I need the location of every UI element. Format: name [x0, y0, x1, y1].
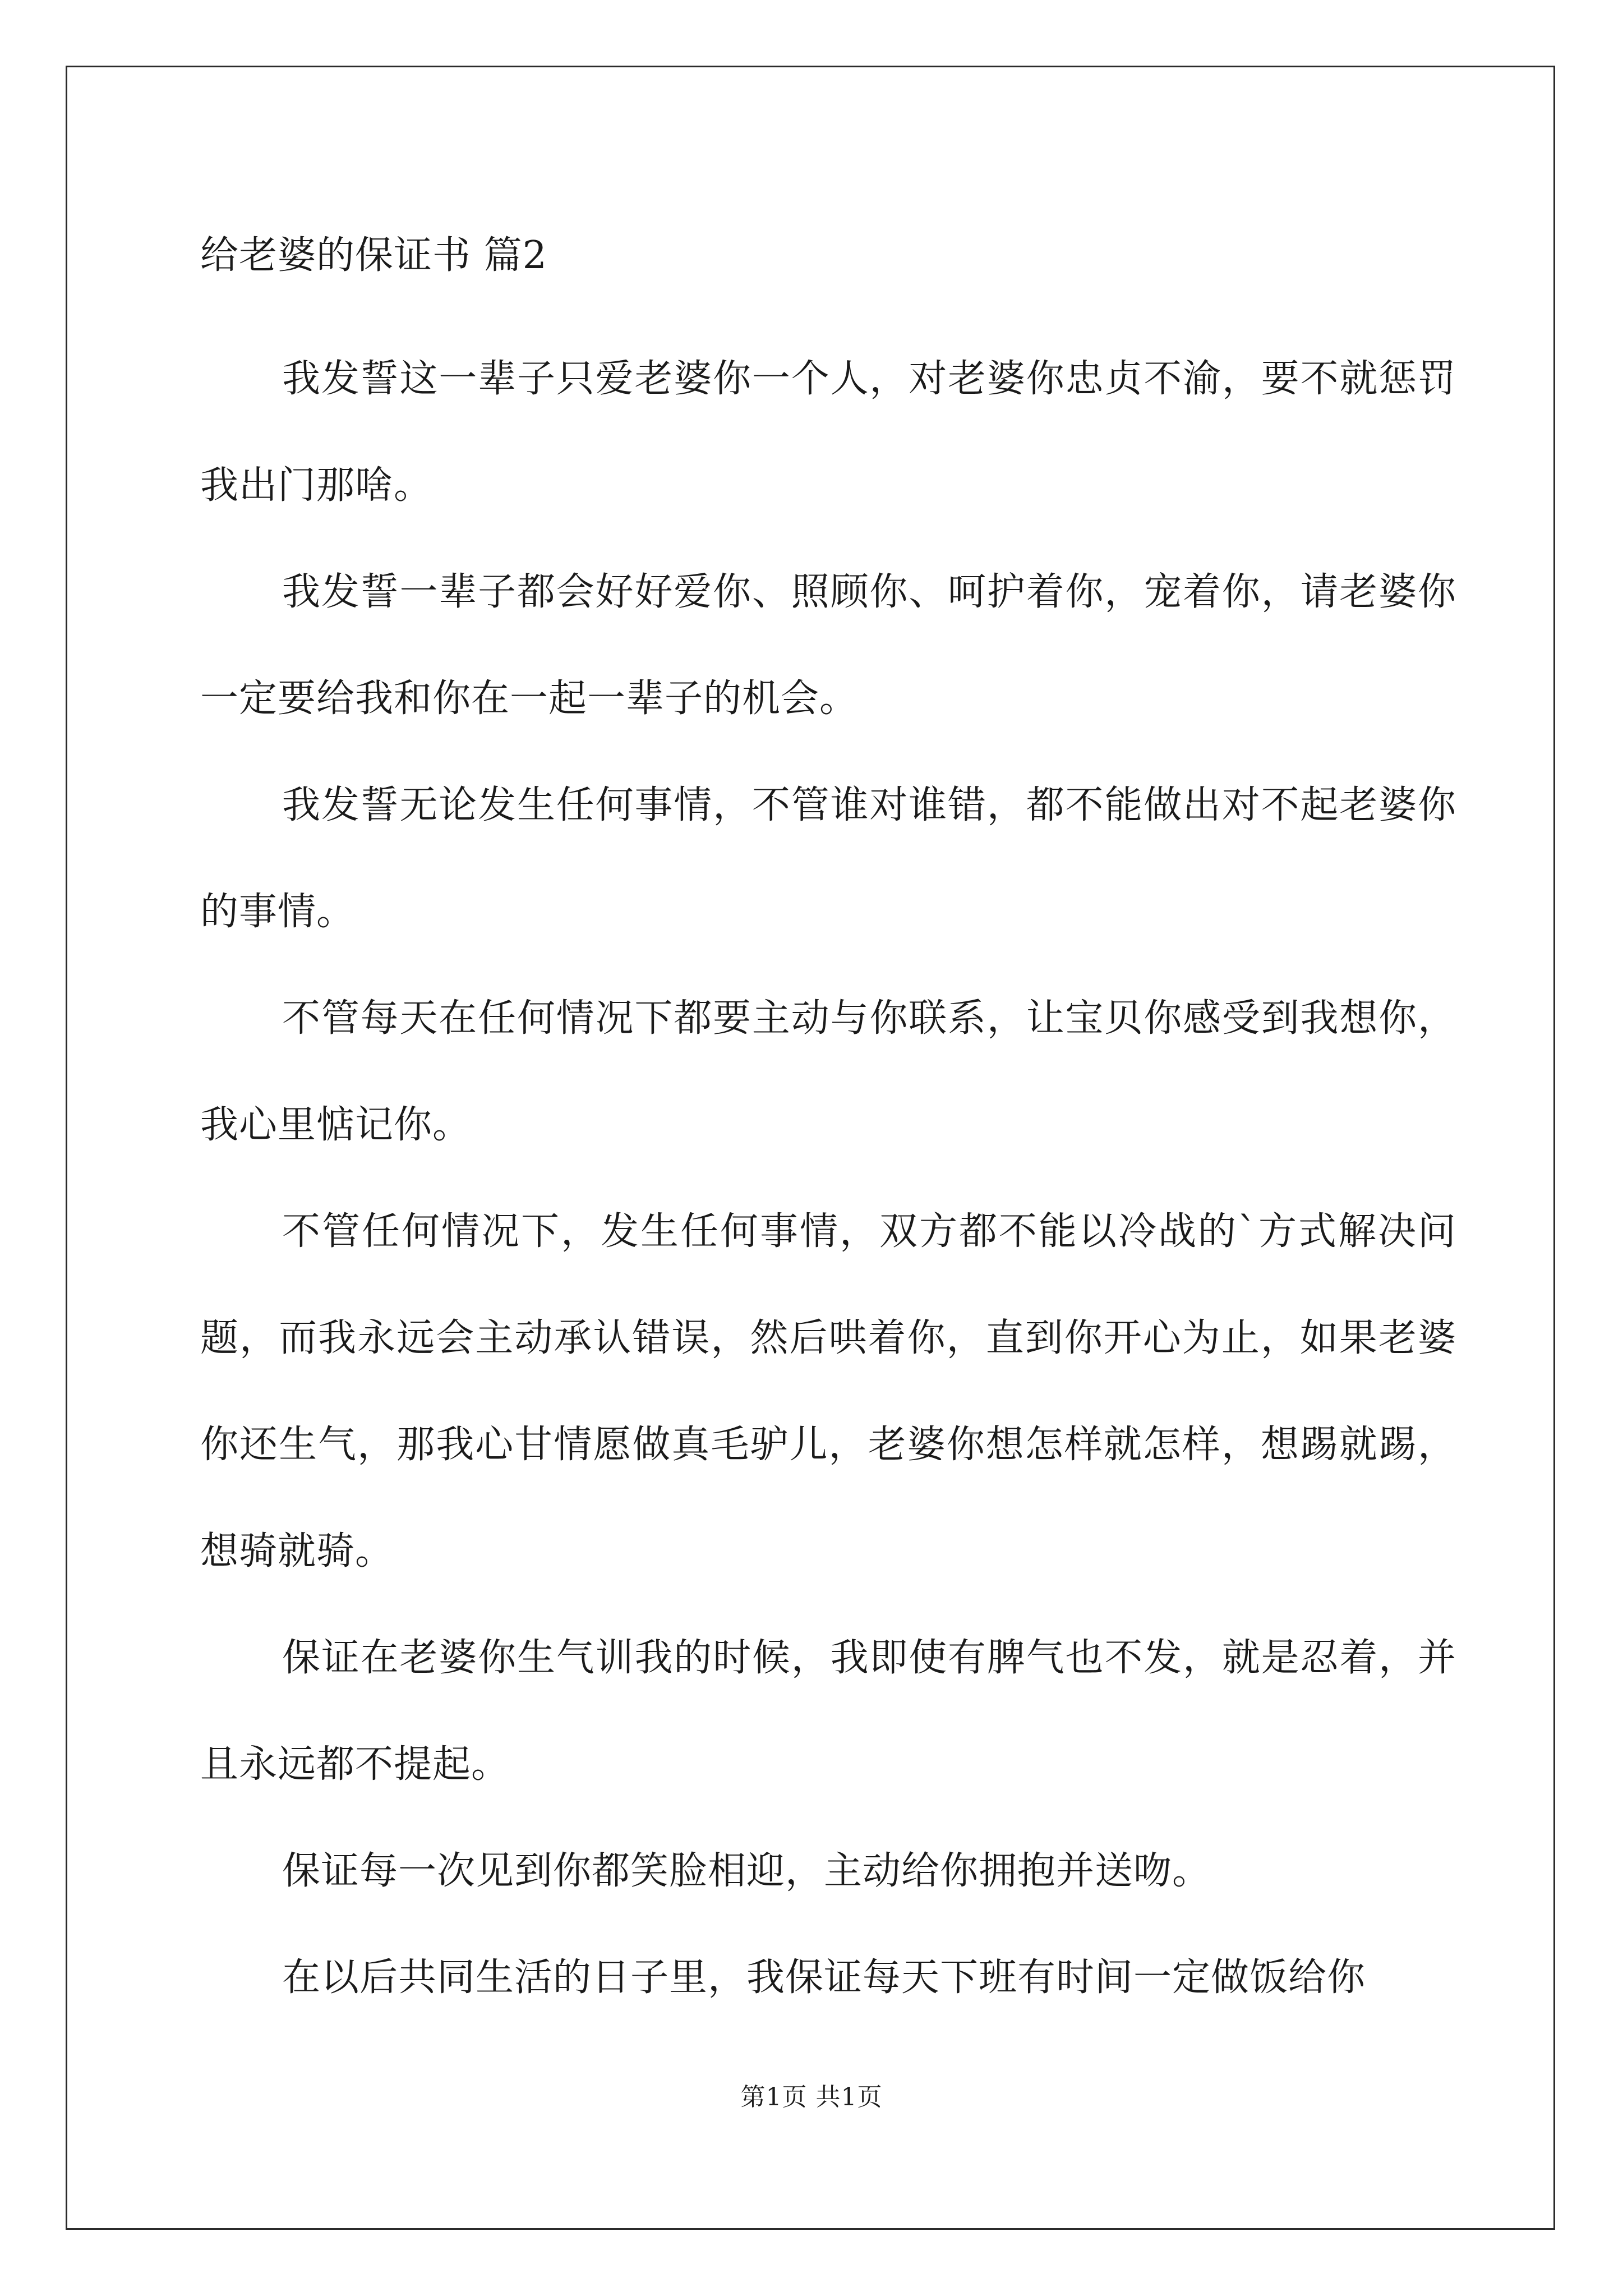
paragraph-6: 保证在老婆你生气训我的时候，我即使有脾气也不发，就是忍着，并且永远都不提起。 — [200, 1636, 1456, 1787]
document-title: 给老婆的保证书 篇2 — [200, 233, 547, 278]
paragraph-3: 我发誓无论发生任何事情，不管谁对谁错，都不能做出对不起老婆你的事情。 — [200, 783, 1456, 934]
paragraph-4: 不管每天在任何情况下都要主动与你联系，让宝贝你感受到我想你，我心里惦记你。 — [200, 996, 1456, 1147]
paragraph-8: 在以后共同生活的日子里，我保证每天下班有时间一定做饭给你 — [282, 1955, 1366, 2000]
document-body — [200, 219, 1456, 2031]
paragraph-5: 不管任何情况下，发生任何事情，双方都不能以冷战的`方式解决问题，而我永远会主动承认错误，然后哄着你，直到你开心为止，如果老婆你还生气，那我心甘情愿做真毛驴儿，老婆你想怎样就怎样，想踢就踢，想骑就骑。 — [200, 1209, 1456, 1573]
page-number-footer: 第1页 共1页 — [740, 2083, 883, 2111]
paragraph-2: 我发誓一辈子都会好好爱你、照顾你、呵护着你，宠着你，请老婆你一定要给我和你在一起一辈子的机会。 — [200, 570, 1456, 721]
paragraph-7: 保证每一次见到你都笑脸相迎，主动给你拥抱并送吻。 — [282, 1849, 1211, 1893]
paragraph-1: 我发誓这一辈子只爱老婆你一个人，对老婆你忠贞不渝，要不就惩罚我出门那啥。 — [200, 357, 1456, 508]
